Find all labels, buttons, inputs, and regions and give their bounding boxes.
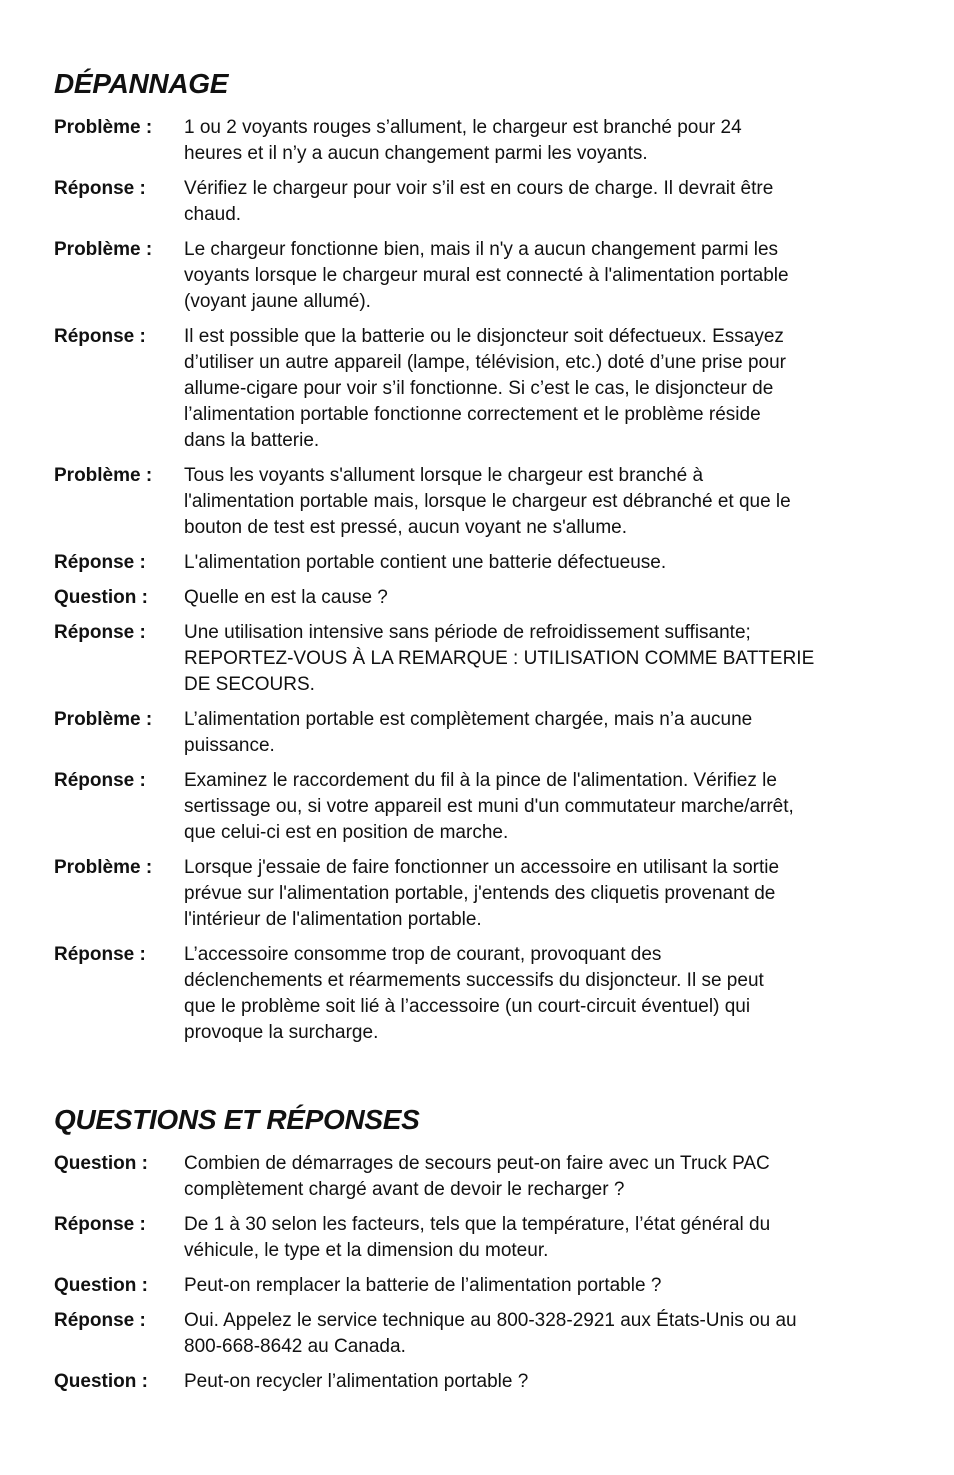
entry-label: Réponse : — [54, 770, 146, 791]
entry-text: Il est possible que la batterie ou le disjoncteur soit défectueux. Essayez d’utiliser un autre appareil (lampe, télévision, etc.) doté d’une prise pour allume-cigare pour voir s’il fonctionne. Si c’est le cas, le disjoncteur de l’alimentation portable fonctionne correctement et le problème réside dans la batterie. — [184, 326, 786, 451]
entry-text: Peut-on remplacer la batterie de l’alimentation portable ? — [184, 1275, 662, 1296]
entry-text: 1 ou 2 voyants rouges s’allument, le chargeur est branché pour 24 heures et il n’y a aucun changement parmi les voyants. — [184, 117, 742, 164]
entry-text: De 1 à 30 selon les facteurs, tels que la température, l’état général du véhicule, le type et la dimension du moteur. — [184, 1214, 771, 1261]
entry-text: Le chargeur fonctionne bien, mais il n'y a aucun changement parmi les voyants lorsque le chargeur mural est connecté à l'alimentation portable (voyant jaune allumé). — [184, 239, 789, 312]
entry-label: Question : — [54, 1371, 148, 1392]
entry-label: Réponse : — [54, 622, 146, 643]
entry-problem — [54, 707, 899, 759]
entry-answer — [54, 620, 899, 698]
entry-problem — [54, 855, 899, 933]
entry-question — [54, 1273, 899, 1299]
faq-section — [54, 1102, 899, 1395]
entry-label: Réponse : — [54, 1214, 146, 1235]
entry-label: Question : — [54, 1153, 148, 1174]
entry-text: Tous les voyants s'allument lorsque le chargeur est branché à l'alimentation portable mais, lorsque le chargeur est débranché et que le bouton de test est pressé, aucun voyant ne s'allume. — [184, 465, 791, 538]
entry-answer — [54, 550, 899, 576]
entry-text: L’alimentation portable est complètement chargée, mais n’a aucune puissance. — [184, 709, 753, 756]
entry-text: Une utilisation intensive sans période de refroidissement suffisante; REPORTEZ-VOUS À LA REMARQUE : UTILISATION COMME BATTERIE DE SECOURS. — [184, 622, 815, 695]
entry-answer — [54, 1212, 899, 1264]
entry-problem — [54, 115, 899, 167]
entry-question — [54, 1369, 899, 1395]
entry-label: Problème : — [54, 239, 153, 260]
entry-text: Oui. Appelez le service technique au 800-328-2921 aux États-Unis ou au 800-668-8642 au Canada. — [184, 1310, 797, 1357]
entry-text: Peut-on recycler l’alimentation portable ? — [184, 1371, 529, 1392]
entry-answer — [54, 324, 899, 454]
entry-answer — [54, 768, 899, 846]
entry-text: L’accessoire consomme trop de courant, provoquant des déclenchements et réarmements successifs du disjoncteur. Il se peut que le problème soit lié à l’accessoire (un court-circuit éventuel) qui provoque la surcharge. — [184, 944, 764, 1043]
entry-question — [54, 585, 899, 611]
section-title-troubleshooting: DÉPANNAGE — [54, 68, 229, 99]
entry-problem — [54, 237, 899, 315]
entry-text: Lorsque j'essaie de faire fonctionner un accessoire en utilisant la sortie prévue sur l'alimentation portable, j'entends des cliquetis provenant de l'intérieur de l'alimentation portable. — [184, 857, 780, 930]
entry-text: L'alimentation portable contient une batterie défectueuse. — [184, 552, 667, 573]
entry-label: Réponse : — [54, 944, 146, 965]
section-title-faq: QUESTIONS ET RÉPONSES — [54, 1104, 420, 1135]
entry-label: Réponse : — [54, 178, 146, 199]
entry-text: Quelle en est la cause ? — [184, 587, 388, 608]
entry-question — [54, 1151, 899, 1203]
entry-label: Réponse : — [54, 1310, 146, 1331]
entry-label: Question : — [54, 1275, 148, 1296]
troubleshooting-section — [54, 66, 899, 1046]
entry-label: Question : — [54, 587, 148, 608]
entry-answer — [54, 942, 899, 1046]
entry-text: Combien de démarrages de secours peut-on faire avec un Truck PAC complètement chargé avant de devoir le recharger ? — [184, 1153, 770, 1200]
entry-label: Problème : — [54, 117, 153, 138]
entry-text: Examinez le raccordement du fil à la pince de l'alimentation. Vérifiez le sertissage ou, si votre appareil est muni d'un commutateur marche/arrêt, que celui-ci est en position de marche. — [184, 770, 794, 843]
entry-label: Réponse : — [54, 326, 146, 347]
entry-answer — [54, 176, 899, 228]
entry-label: Problème : — [54, 465, 153, 486]
entry-label: Réponse : — [54, 552, 146, 573]
entry-label: Problème : — [54, 857, 153, 878]
entry-answer — [54, 1308, 899, 1360]
entry-label: Problème : — [54, 709, 153, 730]
entry-problem — [54, 463, 899, 541]
entry-text: Vérifiez le chargeur pour voir s’il est en cours de charge. Il devrait être chaud. — [184, 178, 774, 225]
